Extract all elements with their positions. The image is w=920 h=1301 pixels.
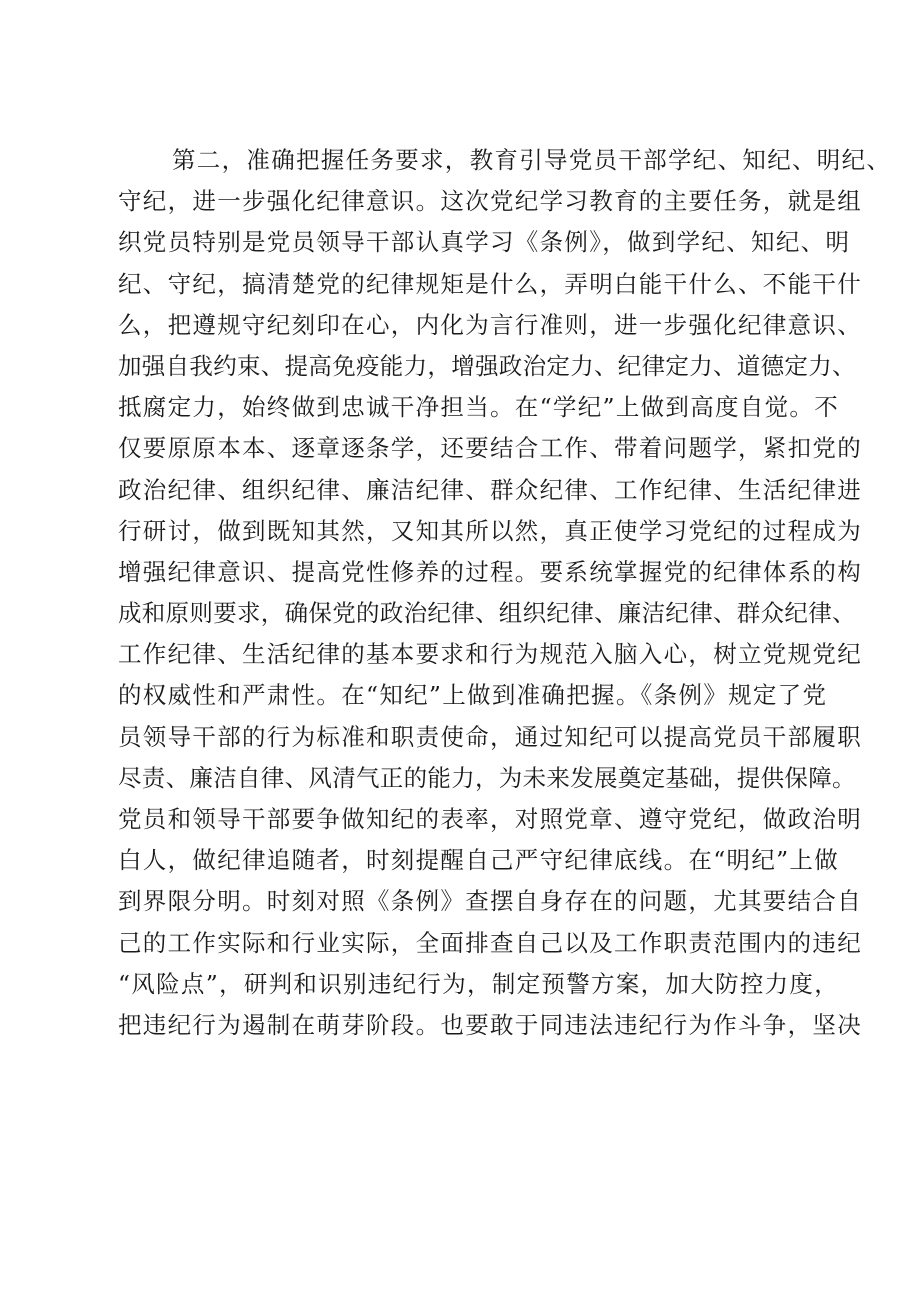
paragraph-line: “风险点”，研判和识别违纪行为，制定预警方案，加大防控力度， [118, 969, 840, 998]
paragraph-line: 党员和领导干部要争做知纪的表率，对照党章、遵守党纪，做政治明 [118, 805, 862, 833]
paragraph-line: 么，把遵规守纪刻印在心，内化为言行准则，进一步强化纪律意识、 [118, 310, 862, 339]
paragraph-line: 织党员特别是党员领导干部认真学习《条例》，做到学纪、知纪、明 [118, 228, 851, 257]
paragraph-line: 守纪，进一步强化纪律意识。这次党纪学习教育的主要任务，就是组 [118, 187, 862, 216]
paragraph-line: 白人，做纪律追随者，时刻提醒自己严守纪律底线。在“明纪”上做 [118, 846, 840, 875]
paragraph-line: 工作纪律、生活纪律的基本要求和行为规范入脑入心，树立党规党纪 [118, 640, 862, 669]
paragraph-line: 仅要原原本本、逐章逐条学，还要结合工作、带着问题学，紧扣党的 [118, 434, 862, 463]
paragraph-line: 己的工作实际和行业实际，全面排查自己以及工作职责范围内的违纪 [118, 928, 862, 957]
paragraph-line: 加强自我约束、提高免疫能力，增强政治定力、纪律定力、道德定力、 [118, 351, 856, 380]
paragraph-line: 第二，准确把握任务要求，教育引导党员干部学纪、知纪、明纪、 [172, 146, 892, 174]
paragraph-line: 员领导干部的行为标准和职责使命，通过知纪可以提高党员干部履职 [118, 722, 862, 751]
paragraph-line: 到界限分明。时刻对照《条例》查摆自身存在的问题，尤其要结合自 [118, 887, 862, 916]
paragraph-line: 把违纪行为遏制在萌芽阶段。也要敢于同违法违纪行为作斗争，坚决 [118, 1010, 862, 1039]
paragraph-line: 成和原则要求，确保党的政治纪律、组织纪律、廉洁纪律、群众纪律、 [118, 599, 856, 628]
paragraph-line: 行研讨，做到既知其然，又知其所以然，真正使学习党纪的过程成为 [118, 516, 862, 545]
paragraph-line: 政治纪律、组织纪律、廉洁纪律、群众纪律、工作纪律、生活纪律进 [118, 475, 862, 504]
paragraph-line: 增强纪律意识、提高党性修养的过程。要系统掌握党的纪律体系的构 [118, 557, 862, 586]
body-paragraph [118, 140, 892, 1046]
paragraph-line: 的权威性和严肃性。在“知纪”上做到准确把握。《条例》规定了党 [118, 681, 828, 710]
paragraph-line: 尽责、廉洁自律、风清气正的能力，为未来发展奠定基础，提供保障。 [118, 763, 856, 792]
paragraph-line: 抵腐定力，始终做到忠诚干净担当。在“学纪”上做到高度自觉。不 [118, 393, 840, 422]
paragraph-line: 纪、守纪，搞清楚党的纪律规矩是什么，弄明白能干什么、不能干什 [118, 269, 862, 298]
